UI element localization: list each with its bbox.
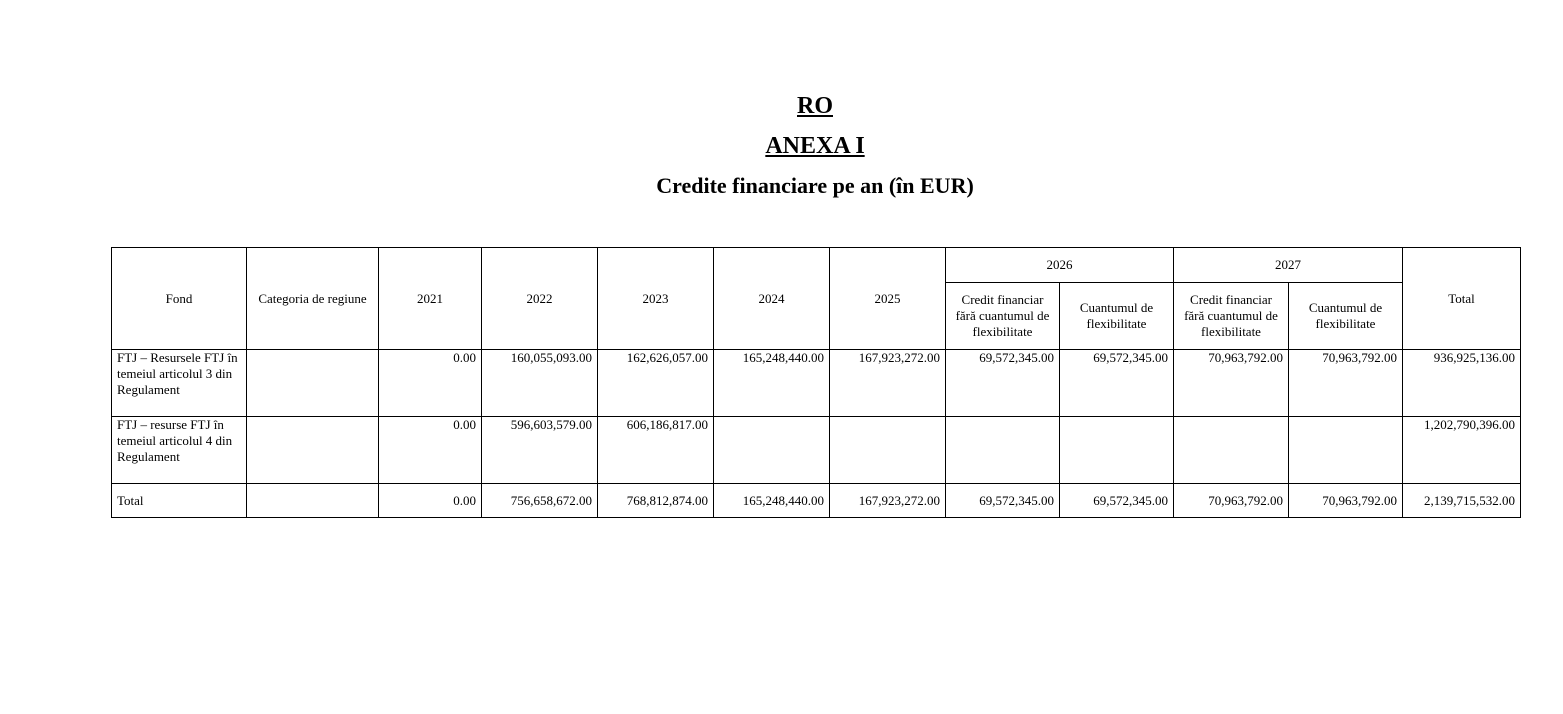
- row-value-2027-flex: [1289, 417, 1403, 484]
- row-value-2025: 167,923,272.00: [830, 350, 946, 417]
- header-2026: 2026: [946, 248, 1174, 283]
- total-value-2023: 768,812,874.00: [598, 484, 714, 518]
- header-2024: 2024: [714, 248, 830, 350]
- row-value-2026-credit: [946, 417, 1060, 484]
- table-total-row: [112, 484, 1521, 518]
- header-2022: 2022: [482, 248, 598, 350]
- total-value-2027-flex: 70,963,792.00: [1289, 484, 1403, 518]
- row-value-2026-flex: 69,572,345.00: [1060, 350, 1174, 417]
- row-value-2027-credit: [1174, 417, 1289, 484]
- total-value-2027-credit: 70,963,792.00: [1174, 484, 1289, 518]
- row-fond-label: FTJ – Resursele FTJ în temeiul articolul 3 din Regulament: [112, 350, 247, 417]
- total-value-2025: 167,923,272.00: [830, 484, 946, 518]
- total-value-2026-flex: 69,572,345.00: [1060, 484, 1174, 518]
- header-2021: 2021: [379, 248, 482, 350]
- row-value-total: 936,925,136.00: [1403, 350, 1521, 417]
- total-value-2021: 0.00: [379, 484, 482, 518]
- header-2025: 2025: [830, 248, 946, 350]
- table-row: [112, 350, 1521, 417]
- total-value-2026-credit: 69,572,345.00: [946, 484, 1060, 518]
- row-value-2027-credit: 70,963,792.00: [1174, 350, 1289, 417]
- row-value-2026-flex: [1060, 417, 1174, 484]
- total-row-label: Total: [112, 484, 247, 518]
- total-value-2022: 756,658,672.00: [482, 484, 598, 518]
- financial-credits-table: [111, 247, 1521, 518]
- total-value-total: 2,139,715,532.00: [1403, 484, 1521, 518]
- row-value-2021: 0.00: [379, 350, 482, 417]
- total-value-2024: 165,248,440.00: [714, 484, 830, 518]
- row-value-2021: 0.00: [379, 417, 482, 484]
- header-fond: Fond: [112, 248, 247, 350]
- row-value-2024: [714, 417, 830, 484]
- document-lang-code: RO: [797, 93, 833, 119]
- total-row-region-category: [247, 484, 379, 518]
- row-fond-label: FTJ – resurse FTJ în temeiul articolul 4 din Regulament: [112, 417, 247, 484]
- row-value-2026-credit: 69,572,345.00: [946, 350, 1060, 417]
- header-2026-credit: Credit financiar fără cuantumul de flexibilitate: [946, 283, 1060, 350]
- row-value-2027-flex: 70,963,792.00: [1289, 350, 1403, 417]
- row-region-category: [247, 417, 379, 484]
- header-2027-credit: Credit financiar fără cuantumul de flexibilitate: [1174, 283, 1289, 350]
- annex-title: ANEXA I: [765, 133, 865, 159]
- header-2027-flex: Cuantumul de flexibilitate: [1289, 283, 1403, 350]
- header-region-category: Categoria de regiune: [247, 248, 379, 350]
- row-value-2025: [830, 417, 946, 484]
- row-value-2022: 596,603,579.00: [482, 417, 598, 484]
- header-2027: 2027: [1174, 248, 1403, 283]
- row-value-total: 1,202,790,396.00: [1403, 417, 1521, 484]
- row-value-2024: 165,248,440.00: [714, 350, 830, 417]
- header-2023: 2023: [598, 248, 714, 350]
- table-row: [112, 417, 1521, 484]
- row-value-2023: 606,186,817.00: [598, 417, 714, 484]
- row-region-category: [247, 350, 379, 417]
- row-value-2022: 160,055,093.00: [482, 350, 598, 417]
- table-header-row: [112, 248, 1521, 283]
- header-total: Total: [1403, 248, 1521, 350]
- row-value-2023: 162,626,057.00: [598, 350, 714, 417]
- annex-subtitle: Credite financiare pe an (în EUR): [656, 173, 974, 198]
- header-2026-flex: Cuantumul de flexibilitate: [1060, 283, 1174, 350]
